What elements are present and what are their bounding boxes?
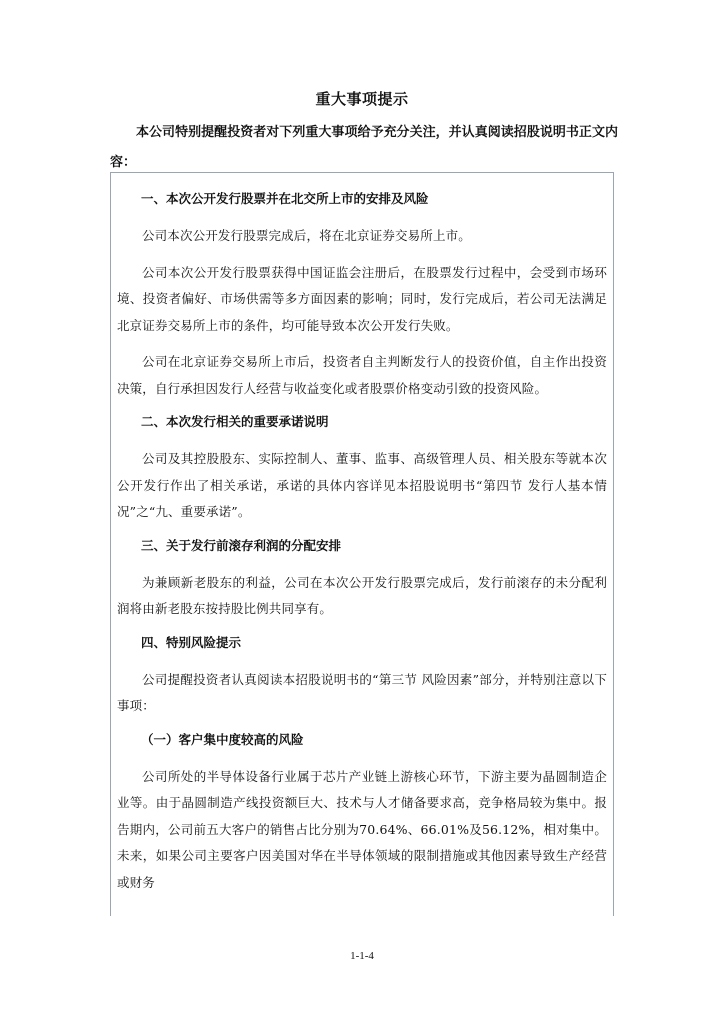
notice-box [110,172,614,916]
section-2-heading: 二、本次发行相关的重要承诺说明 [141,414,329,429]
section-3-paragraph-1: 为兼顾新老股东的利益，公司在本次公开发行股票完成后，发行前滚存的未分配利润将由新老股东按持股比例共同享有。 [117,574,607,616]
page-number: 1-1-4 [350,950,374,962]
section-1-paragraph-1: 公司本次公开发行股票完成后，将在北京证券交易所上市。 [142,228,471,243]
section-1-heading: 一、本次公开发行股票并在北交所上市的安排及风险 [141,191,429,206]
section-4-sub-1-heading: （一）客户集中度较高的风险 [141,731,304,747]
notice-content [111,173,613,896]
section-4-heading: 四、特别风险提示 [141,634,242,650]
section-1-paragraph-2: 公司本次公开发行股票获得中国证监会注册后，在股票发行过程中，会受到市场环境、投资者偏好、市场供需等多方面因素的影响；同时，发行完成后，若公司无法满足北京证券交易所上市的条件，均可能导致本次公开发行失败。 [117,264,607,333]
section-4-sub-1-paragraph-1: 公司所处的半导体设备行业属于芯片产业链上游核心环节，下游主要为晶圆制造企业等。由于晶圆制造产线投资额巨大、技术与人才储备要求高，竞争格局较为集中。报告期内，公司前五大客户的销售占比分别为70.64%、66.01%及56.12%，相对集中。未来，如果公司主要客户因美国对华在半导体领域的限制措施或其他因素导致生产经营或财务 [117,768,607,890]
intro-paragraph: 本公司特别提醒投资者对下列重大事项给予充分关注，并认真阅读招股说明书正文内容： [110,125,618,170]
page-title: 重大事项提示 [315,90,409,108]
section-3-heading: 三、关于发行前滚存利润的分配安排 [141,537,342,553]
section-2-paragraph-1: 公司及其控股股东、实际控制人、董事、监事、高级管理人员、相关股东等就本次公开发行作出了相关承诺，承诺的具体内容详见本招股说明书“第四节 发行人基本情况”之“九、重要承诺”。 [117,451,607,519]
section-1-paragraph-3: 公司在北京证券交易所上市后，投资者自主判断发行人的投资价值，自主作出投资决策，自行承担因发行人经营与收益变化或者股票价格变动引致的投资风险。 [117,354,607,396]
section-4-paragraph-1: 公司提醒投资者认真阅读本招股说明书的“第三节 风险因素”部分，并特别注意以下事项： [117,671,607,713]
